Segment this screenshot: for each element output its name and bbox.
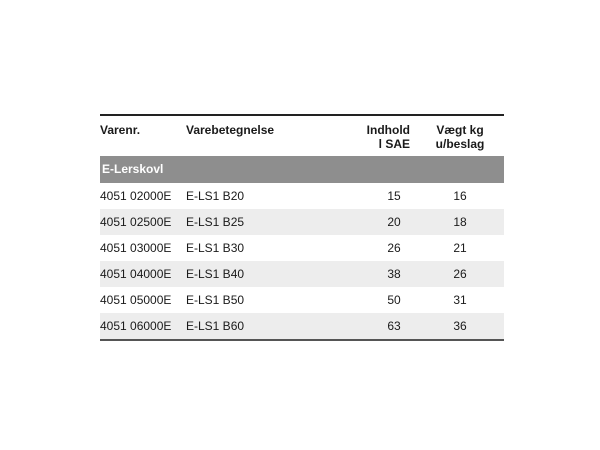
cell-indhold: 38	[387, 267, 401, 281]
section-title: E-Lerskovl	[100, 156, 504, 183]
cell-indhold: 63	[387, 319, 401, 333]
cell-varebetegnelse: E-LS1 B50	[186, 293, 245, 307]
table-row	[100, 261, 504, 287]
table-row	[100, 209, 504, 235]
cell-varebetegnelse: E-LS1 B20	[186, 189, 245, 203]
cell-indhold: 15	[387, 189, 401, 203]
cell-varenr: 4051 04000E	[100, 267, 172, 281]
cell-vaegt: 16	[453, 189, 467, 203]
cell-varenr: 4051 05000E	[100, 293, 172, 307]
table-body	[100, 183, 504, 339]
cell-varenr: 4051 02500E	[100, 215, 172, 229]
cell-indhold: 50	[387, 293, 401, 307]
cell-varenr: 4051 03000E	[100, 241, 172, 255]
cell-vaegt: 36	[453, 319, 467, 333]
table-header	[100, 116, 504, 156]
cell-indhold: 20	[387, 215, 401, 229]
header-indhold: Indhold l SAE	[366, 123, 410, 151]
cell-vaegt: 18	[453, 215, 467, 229]
table-row	[100, 235, 504, 261]
cell-varebetegnelse: E-LS1 B40	[186, 267, 245, 281]
cell-indhold: 26	[387, 241, 401, 255]
product-table	[100, 114, 504, 341]
cell-vaegt: 21	[453, 241, 467, 255]
header-varenr: Varenr.	[100, 123, 141, 137]
header-vaegt: Vægt kg u/beslag	[435, 123, 485, 151]
table-row	[100, 183, 504, 209]
cell-varebetegnelse: E-LS1 B25	[186, 215, 245, 229]
table-row	[100, 287, 504, 313]
cell-varenr: 4051 02000E	[100, 189, 172, 203]
cell-vaegt: 31	[453, 293, 467, 307]
header-varebetegnelse: Varebetegnelse	[186, 123, 275, 137]
cell-varebetegnelse: E-LS1 B60	[186, 319, 245, 333]
cell-vaegt: 26	[453, 267, 467, 281]
cell-varenr: 4051 06000E	[100, 319, 172, 333]
cell-varebetegnelse: E-LS1 B30	[186, 241, 245, 255]
table-row	[100, 313, 504, 339]
